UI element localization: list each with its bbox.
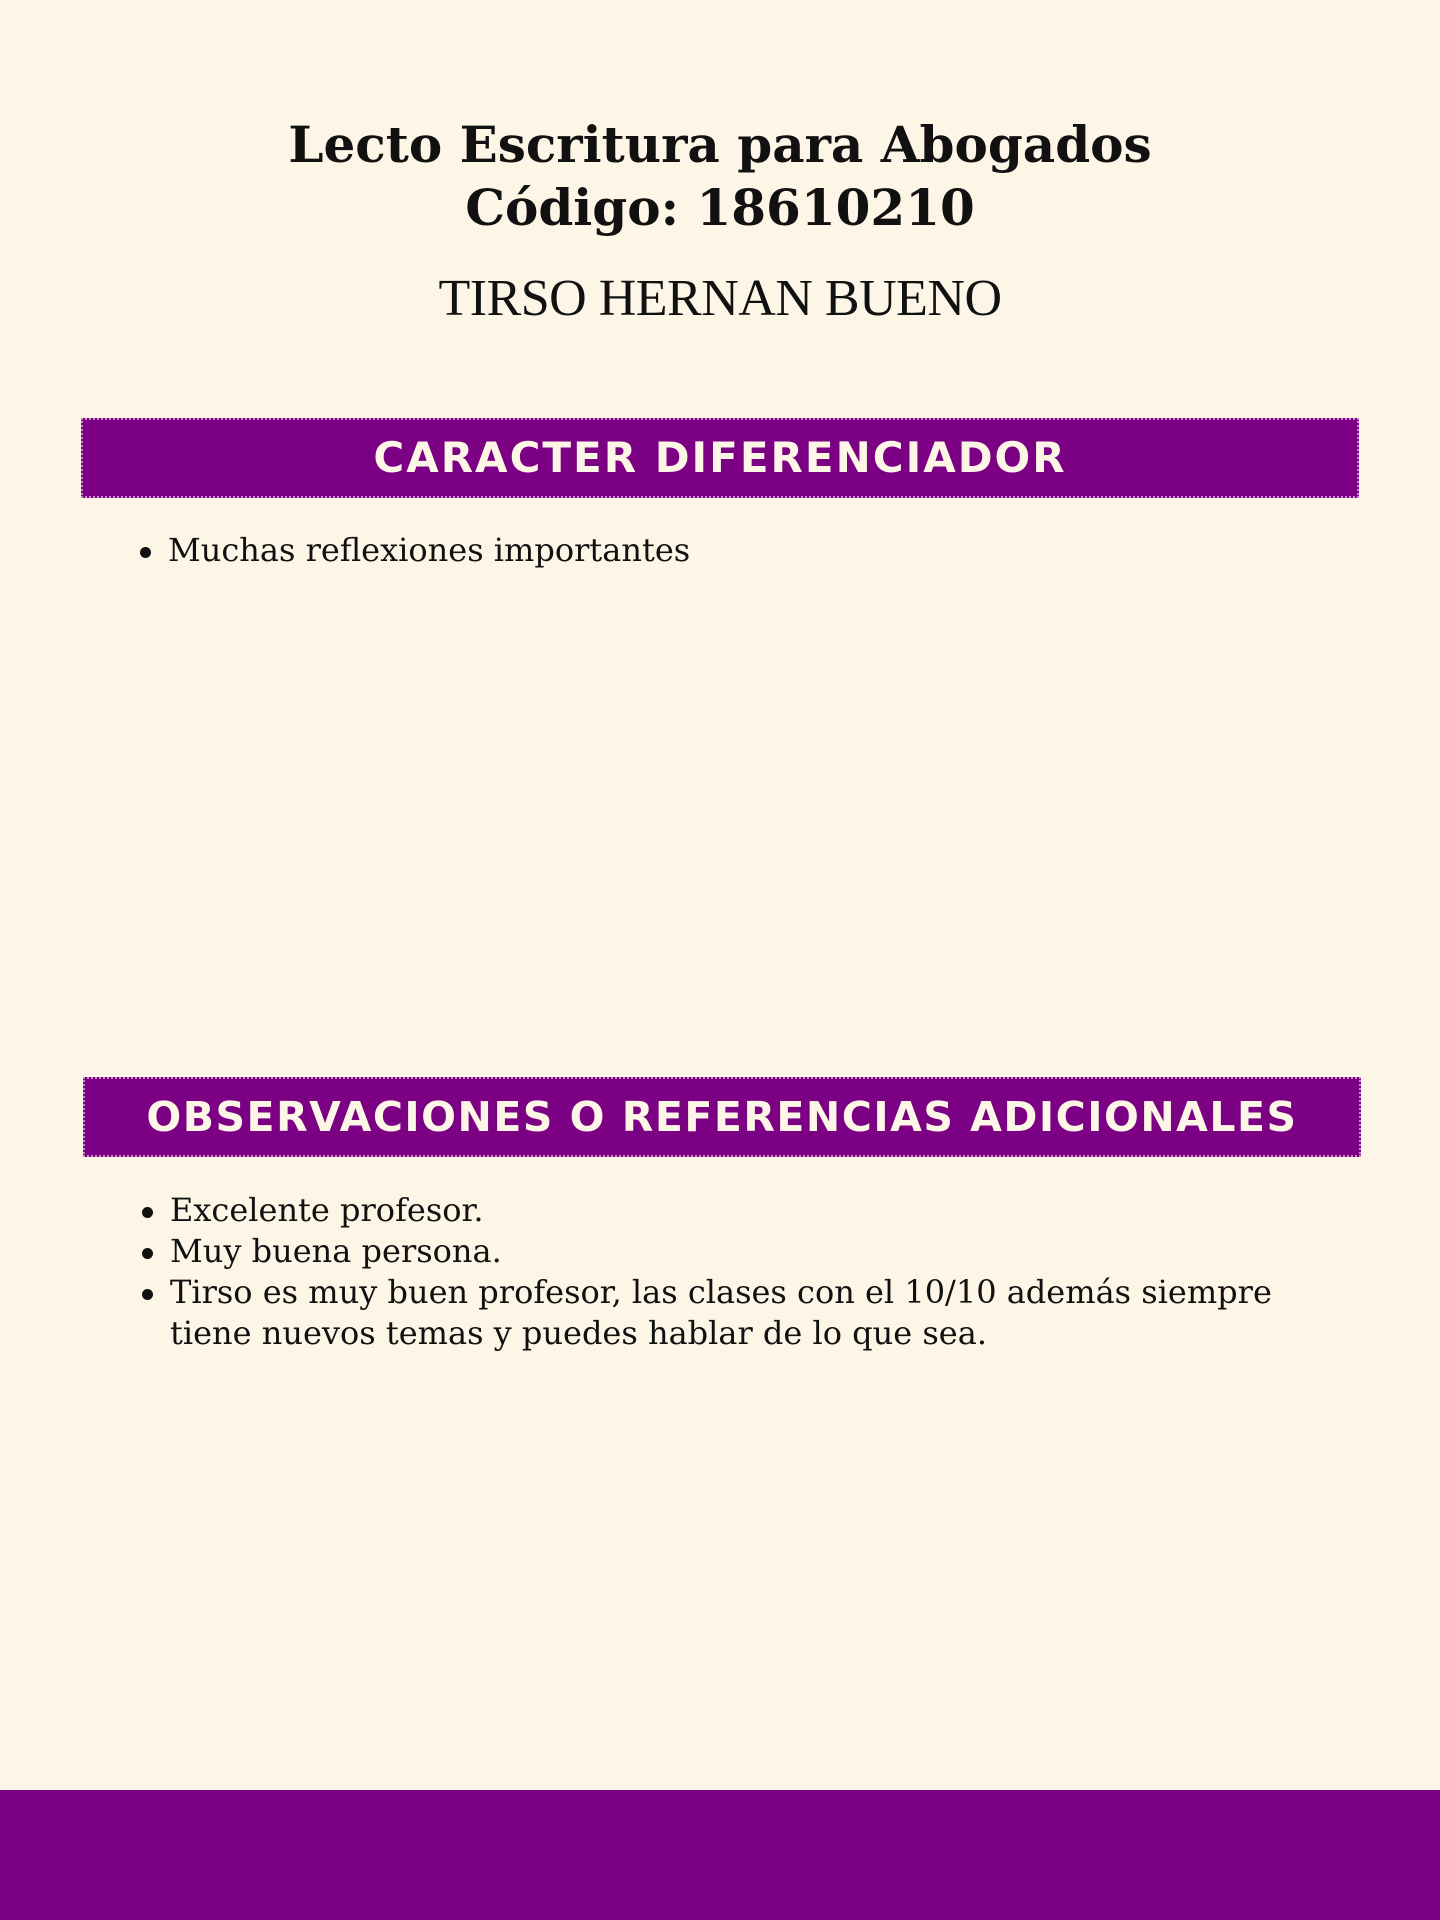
course-title: Lecto Escritura para Abogados — [288, 115, 1152, 174]
list-item: Muy buena persona. — [138, 1231, 1318, 1272]
section-heading-observaciones: OBSERVACIONES O REFERENCIAS ADICIONALES — [83, 1077, 1361, 1157]
observaciones-list — [138, 1190, 1318, 1354]
caracter-diferenciador-list — [136, 530, 1316, 571]
list-item: Muchas reflexiones importantes — [136, 530, 1316, 571]
professor-name: TIRSO HERNAN BUENO — [438, 270, 1002, 327]
list-item: Tirso es muy buen profesor, las clases con el 10/10 además siempre tiene nuevos temas y puedes hablar de lo que sea. — [138, 1272, 1318, 1354]
course-code: Código: 18610210 — [465, 178, 975, 237]
list-item: Excelente profesor. — [138, 1190, 1318, 1231]
section-heading-caracter-diferenciador: CARACTER DIFERENCIADOR — [81, 418, 1359, 498]
footer-band — [0, 1790, 1440, 1920]
